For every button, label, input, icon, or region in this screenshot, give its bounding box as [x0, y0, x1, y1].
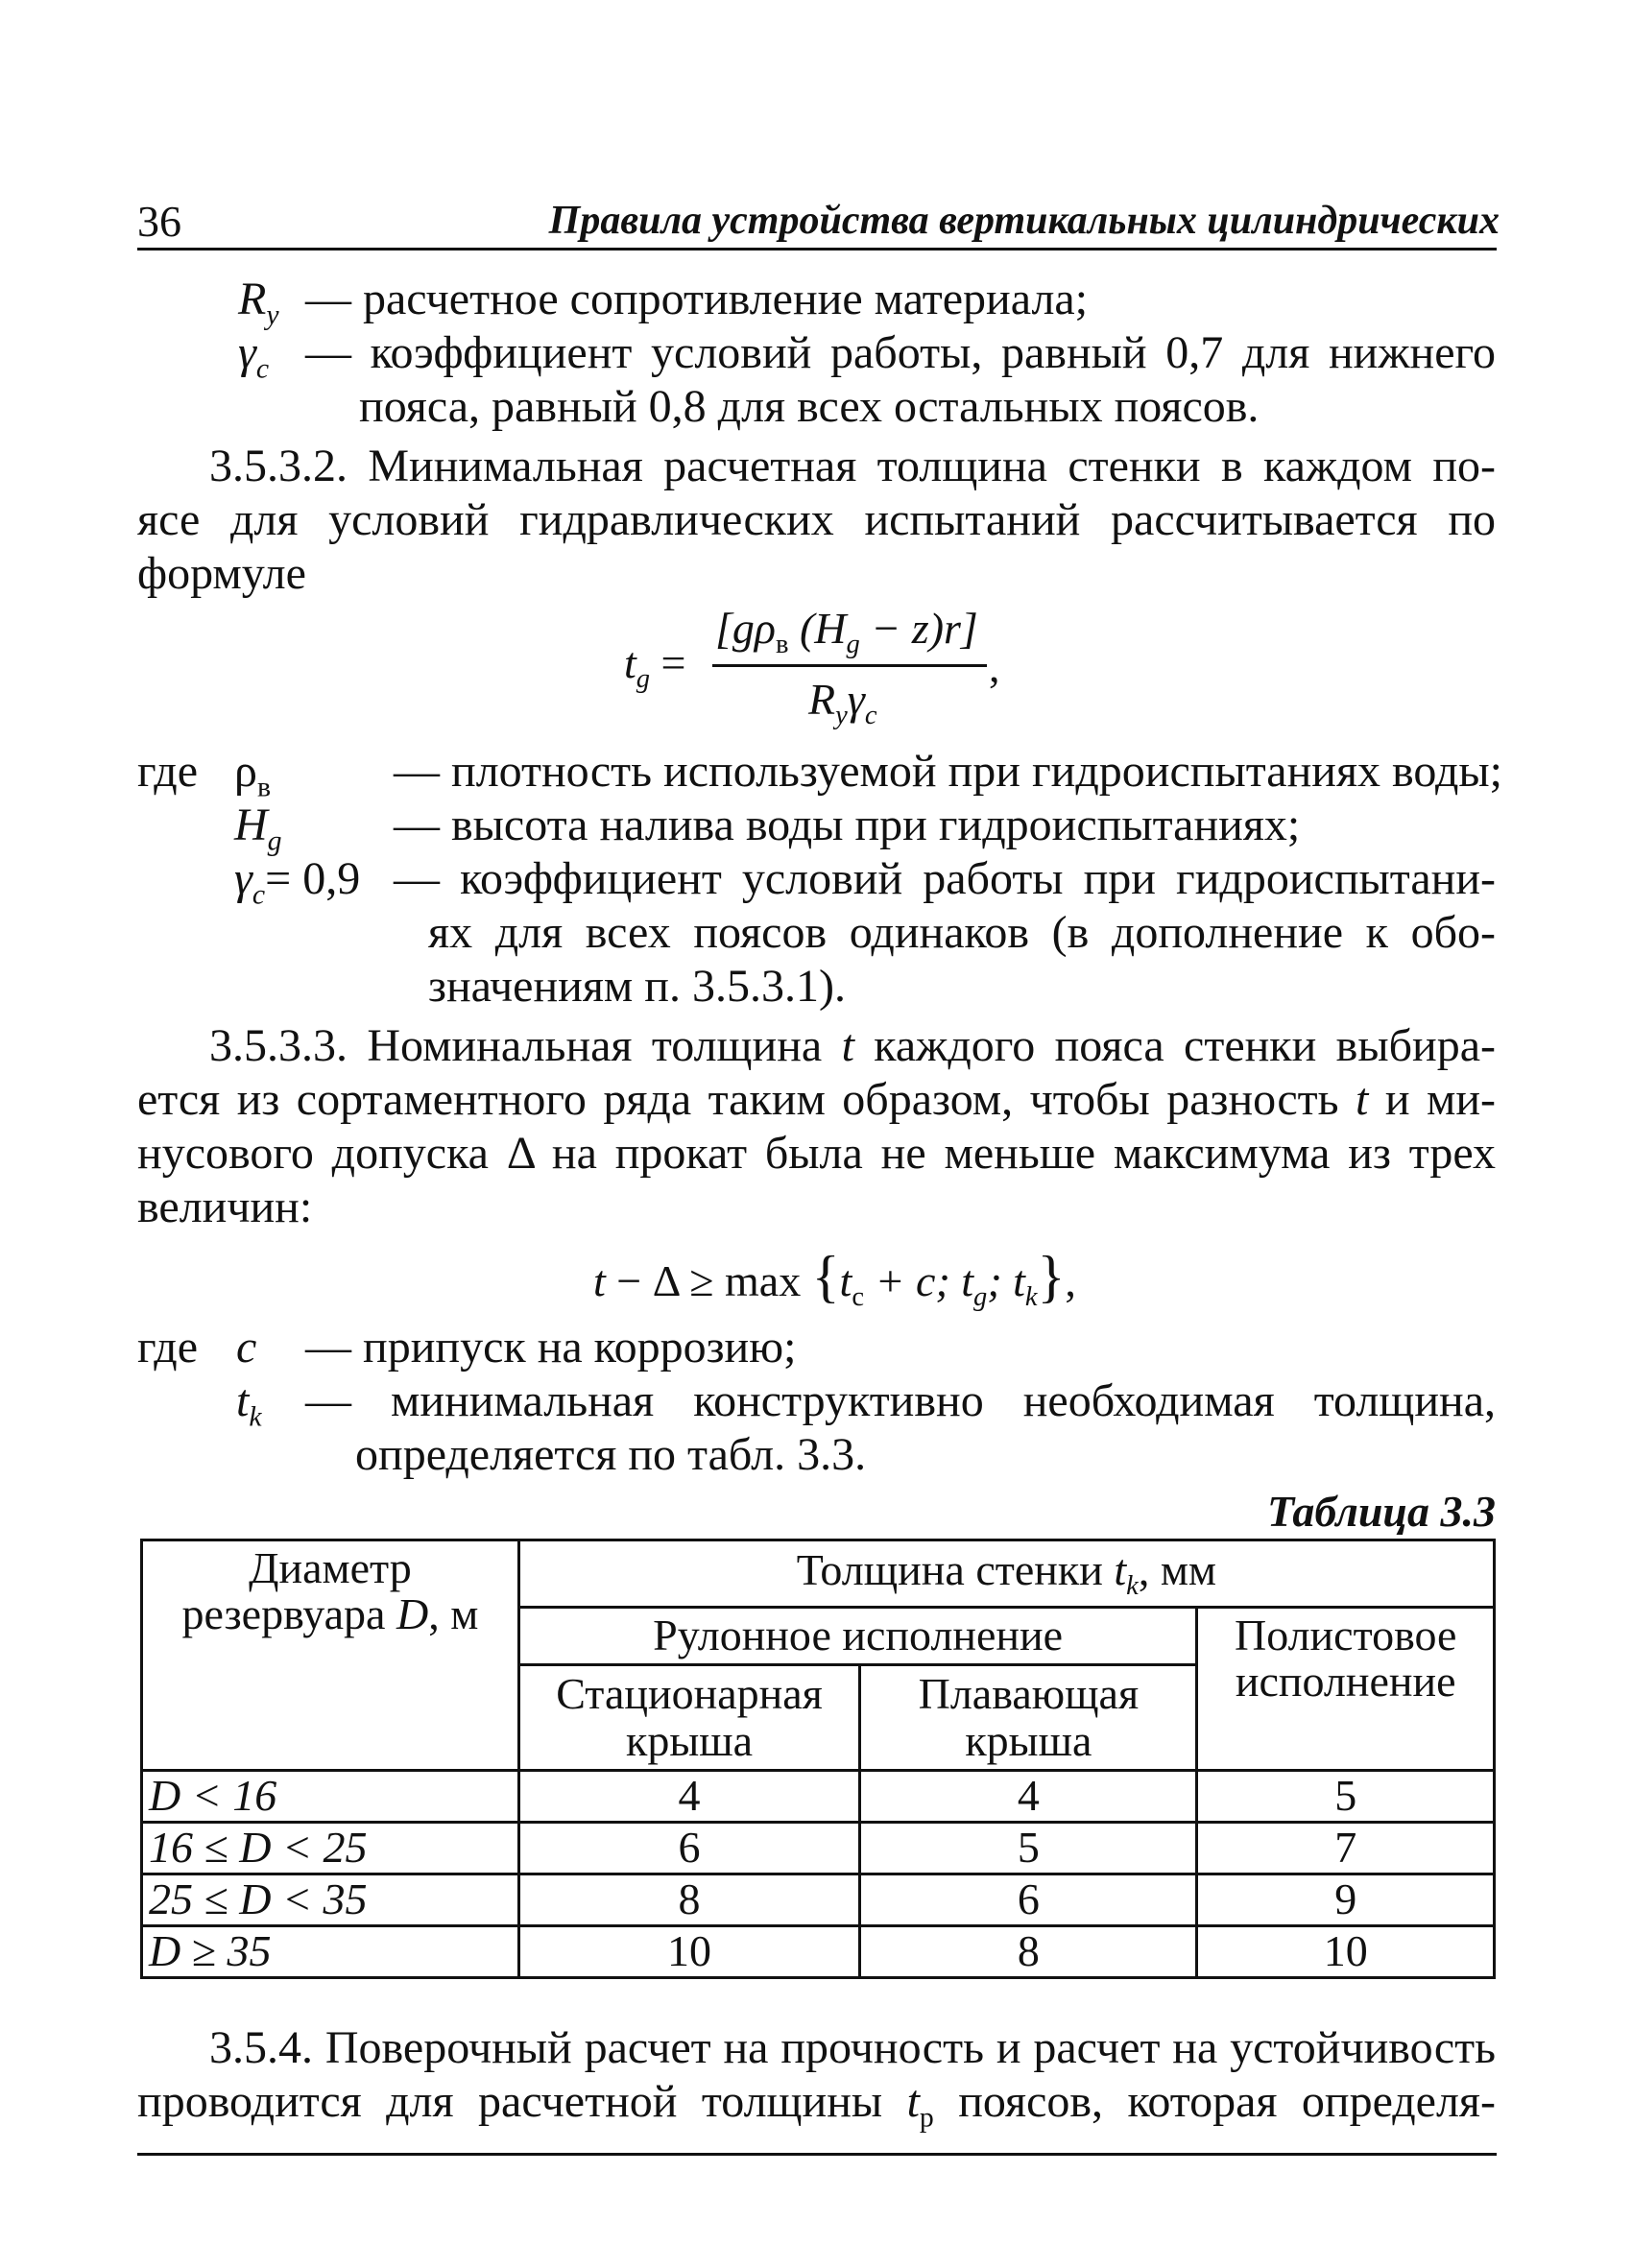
defs2-lead: где: [137, 746, 199, 797]
footer-rule: [137, 2153, 1497, 2156]
para-3532-line2: ясе для условий гидравлических испытаний рассчитывается по: [137, 494, 1496, 545]
header-roll: Рулонное исполнение: [518, 1608, 1197, 1665]
cell-sheet: 10: [1197, 1926, 1495, 1978]
para-3533-line4: величин:: [137, 1182, 313, 1232]
para-354-line2: проводится для расчетной толщины $t_р$ поясов, которая определя-: [137, 2076, 1496, 2134]
def-c: c: [236, 1322, 257, 1373]
table-row: [142, 1874, 1495, 1926]
table-row: [142, 1771, 1495, 1823]
cell-fixed: 10: [518, 1926, 859, 1978]
defs2-cont1: ях для всех поясов одинаков (в дополнение к обо-: [428, 907, 1496, 958]
header-thickness: Толщина стенки $t_k$, мм: [518, 1540, 1494, 1608]
def-rho: $\rho_в$: [234, 746, 272, 803]
cell-floating: 6: [860, 1874, 1197, 1926]
defs3-lead: где: [137, 1322, 199, 1373]
cell-range: 16 ≤ D < 25: [142, 1823, 519, 1874]
def-ry-text: — расчетное сопротивление материала;: [305, 274, 1089, 324]
cell-sheet: 7: [1197, 1823, 1495, 1874]
def-gamma-cont: пояса, равный 0,8 для всех остальных поясов.: [359, 381, 1260, 432]
cell-sheet: 9: [1197, 1874, 1495, 1926]
page-number: 36: [137, 197, 181, 246]
header-floating-roof: Плавающая крыша: [860, 1665, 1197, 1771]
def-gamma-text: — коэффициент условий работы, равный 0,7 для нижнего: [305, 327, 1496, 378]
running-title: Правила устройства вертикальных цилиндрических: [548, 199, 1500, 243]
header-fixed-roof: Стационарная крыша: [518, 1665, 859, 1771]
def-c-text: — припуск на коррозию;: [305, 1322, 797, 1373]
def-gamma: $\gamma_c$: [238, 327, 270, 385]
formula1-numerator: [$g\rho_в$ $(H_g - z)r$]: [715, 604, 978, 659]
para-354-line1: 3.5.4. Поверочный расчет на прочность и расчет на устойчивость: [209, 2022, 1496, 2073]
cell-floating: 8: [860, 1926, 1197, 1978]
def-tk: $t_k$: [236, 1375, 262, 1433]
header-diameter: Диаметр резервуара D, м: [142, 1540, 519, 1771]
cell-range: D ≥ 35: [142, 1926, 519, 1978]
cell-range: D < 16: [142, 1771, 519, 1823]
formula1-denominator: $R_y\gamma_c$: [808, 675, 877, 730]
cell-floating: 5: [860, 1823, 1197, 1874]
cell-fixed: 4: [518, 1771, 859, 1823]
defs2-cont2: значениям п. 3.5.3.1).: [428, 961, 846, 1012]
formula1-comma: ,: [989, 642, 1000, 691]
def-gamma-hyd-text: — коэффициент условий работы при гидроиспытани-: [394, 853, 1496, 904]
thickness-table: [140, 1539, 1496, 1979]
table-row: [142, 1823, 1495, 1874]
header-sheet: Полистовое исполнение: [1197, 1608, 1495, 1771]
para-3533-line2: ется из сортаментного ряда таким образом, чтобы разность t и ми-: [137, 1074, 1497, 1125]
table-row: [142, 1926, 1495, 1978]
cell-fixed: 8: [518, 1874, 859, 1926]
def-tk-cont: определяется по табл. 3.3.: [355, 1429, 867, 1480]
def-hg: $H_g$: [234, 800, 282, 857]
def-hg-text: — высота налива воды при гидроиспытаниях;: [394, 800, 1301, 850]
header-rule: [137, 248, 1497, 251]
def-gamma-hyd: $\gamma_c= 0,9$: [234, 853, 361, 911]
para-3532-line3: формуле: [137, 548, 306, 599]
para-3533-line3: нусового допуска Δ на прокат была не меньше максимума из трех: [137, 1128, 1496, 1179]
cell-sheet: 5: [1197, 1771, 1495, 1823]
formula2: $t - \Delta \ge \max \{t_c + c$; $t_g$; $t_k$},: [593, 1245, 1076, 1312]
cell-fixed: 6: [518, 1823, 859, 1874]
cell-floating: 4: [860, 1771, 1197, 1823]
para-3533-line1: 3.5.3.3. Номинальная толщина t каждого пояса стенки выбира-: [209, 1020, 1496, 1071]
formula1-fraction-bar: [712, 664, 987, 667]
formula1-lhs: $t_g$ =: [624, 638, 686, 694]
para-3532-line1: 3.5.3.2. Минимальная расчетная толщина стенки в каждом по-: [209, 441, 1496, 491]
table-caption: Таблица 3.3: [1266, 1487, 1496, 1536]
def-rho-text: — плотность используемой при гидроиспытаниях воды;: [394, 746, 1502, 797]
def-tk-text: — минимальная конструктивно необходимая толщина,: [305, 1375, 1496, 1426]
cell-range: 25 ≤ D < 35: [142, 1874, 519, 1926]
def-ry: $R_y$: [238, 274, 279, 331]
